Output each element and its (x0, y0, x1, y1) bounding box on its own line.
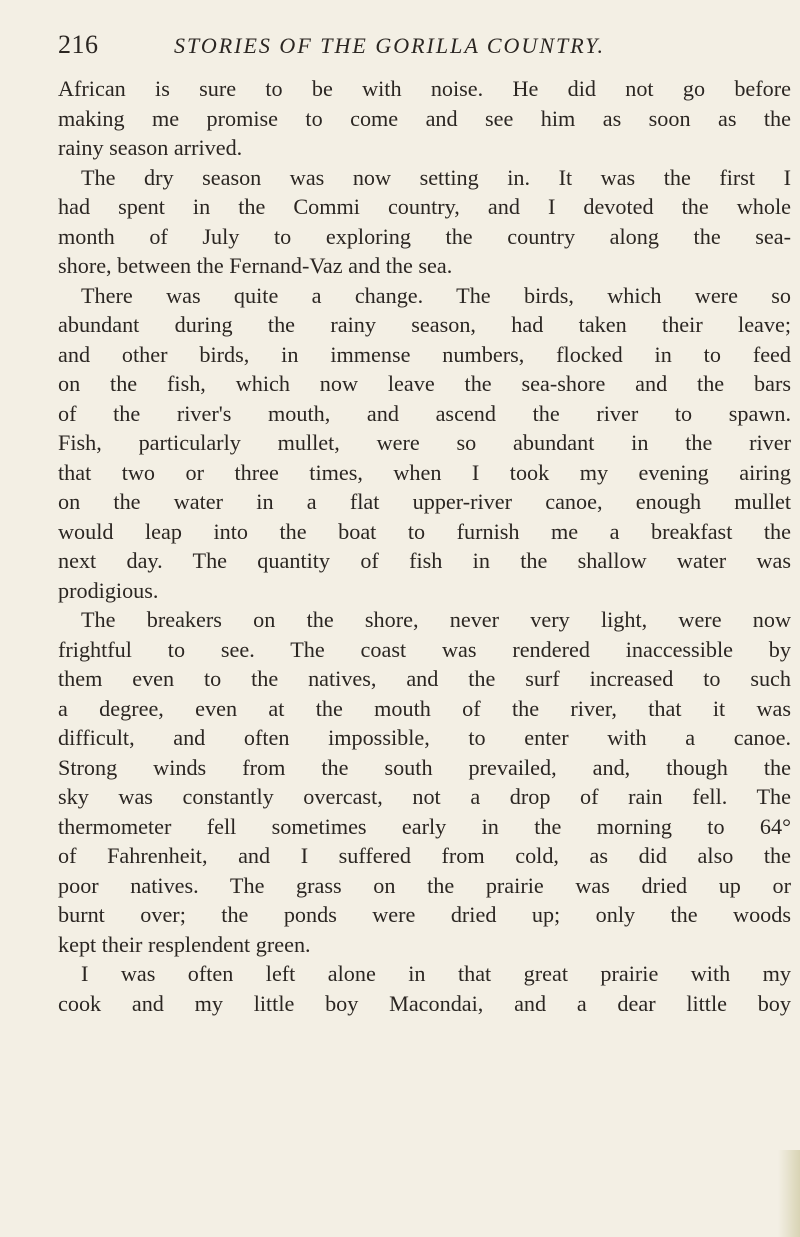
text-line: cook and my little boy Macondai, and a dear little boy (58, 990, 791, 1016)
text-line: and other birds, in immense numbers, flocked in to feed (58, 341, 791, 367)
paragraph-start-line: The breakers on the shore, never very light, were now (81, 607, 791, 632)
text-line: that two or three times, when I took my evening airing (58, 459, 791, 485)
body-text (58, 74, 791, 1018)
text-line: on the water in a flat upper-river canoe, enough mullet (58, 489, 791, 514)
text-line: next day. The quantity of fish in the shallow water was (58, 548, 791, 573)
paragraph-start-line: There was quite a change. The birds, which were so (81, 282, 791, 308)
paragraph-start-line: I was often left alone in that great prairie with my (81, 961, 791, 986)
text-line: thermometer fell sometimes early in the morning to 64° (58, 813, 791, 839)
text-line: poor natives. The grass on the prairie was dried up or (58, 872, 791, 898)
page-header (58, 30, 758, 64)
text-line: frightful to see. The coast was rendered inaccessible by (58, 636, 791, 662)
text-line: Strong winds from the south prevailed, and, though the (58, 754, 791, 780)
text-line: of the river's mouth, and ascend the river to spawn. (58, 400, 791, 426)
running-head: STORIES OF THE GORILLA COUNTRY. (174, 33, 605, 58)
text-line: them even to the natives, and the surf increased to such (58, 666, 791, 691)
text-line: abundant during the rainy season, had taken their leave; (58, 312, 791, 337)
text-line: month of July to exploring the country along the sea- (58, 223, 791, 249)
text-line: would leap into the boat to furnish me a breakfast the (58, 518, 791, 544)
text-line: rainy season arrived. (58, 135, 243, 160)
text-line: shore, between the Fernand-Vaz and the sea. (58, 253, 453, 278)
text-line: Fish, particularly mullet, were so abundant in the river (58, 430, 791, 455)
page-number: 216 (58, 30, 99, 59)
text-line: making me promise to come and see him as soon as the (58, 105, 791, 131)
page-edge-shadow (778, 1150, 800, 1237)
text-line: had spent in the Commi country, and I devoted the whole (58, 194, 791, 219)
text-line: prodigious. (58, 577, 159, 603)
text-line: on the fish, which now leave the sea-shore and the bars (58, 371, 791, 396)
text-line: sky was constantly overcast, not a drop of rain fell. The (58, 784, 791, 809)
paragraph-start-line: The dry season was now setting in. It was the first I (81, 164, 791, 190)
text-line: of Fahrenheit, and I suffered from cold, as did also the (58, 843, 791, 868)
text-line: difficult, and often impossible, to enter with a canoe. (58, 725, 791, 750)
text-line: burnt over; the ponds were dried up; only the woods (58, 902, 791, 927)
text-line: kept their resplendent green. (58, 931, 311, 957)
text-line: a degree, even at the mouth of the river, that it was (58, 695, 791, 721)
text-line: African is sure to be with noise. He did not go before (58, 76, 791, 101)
